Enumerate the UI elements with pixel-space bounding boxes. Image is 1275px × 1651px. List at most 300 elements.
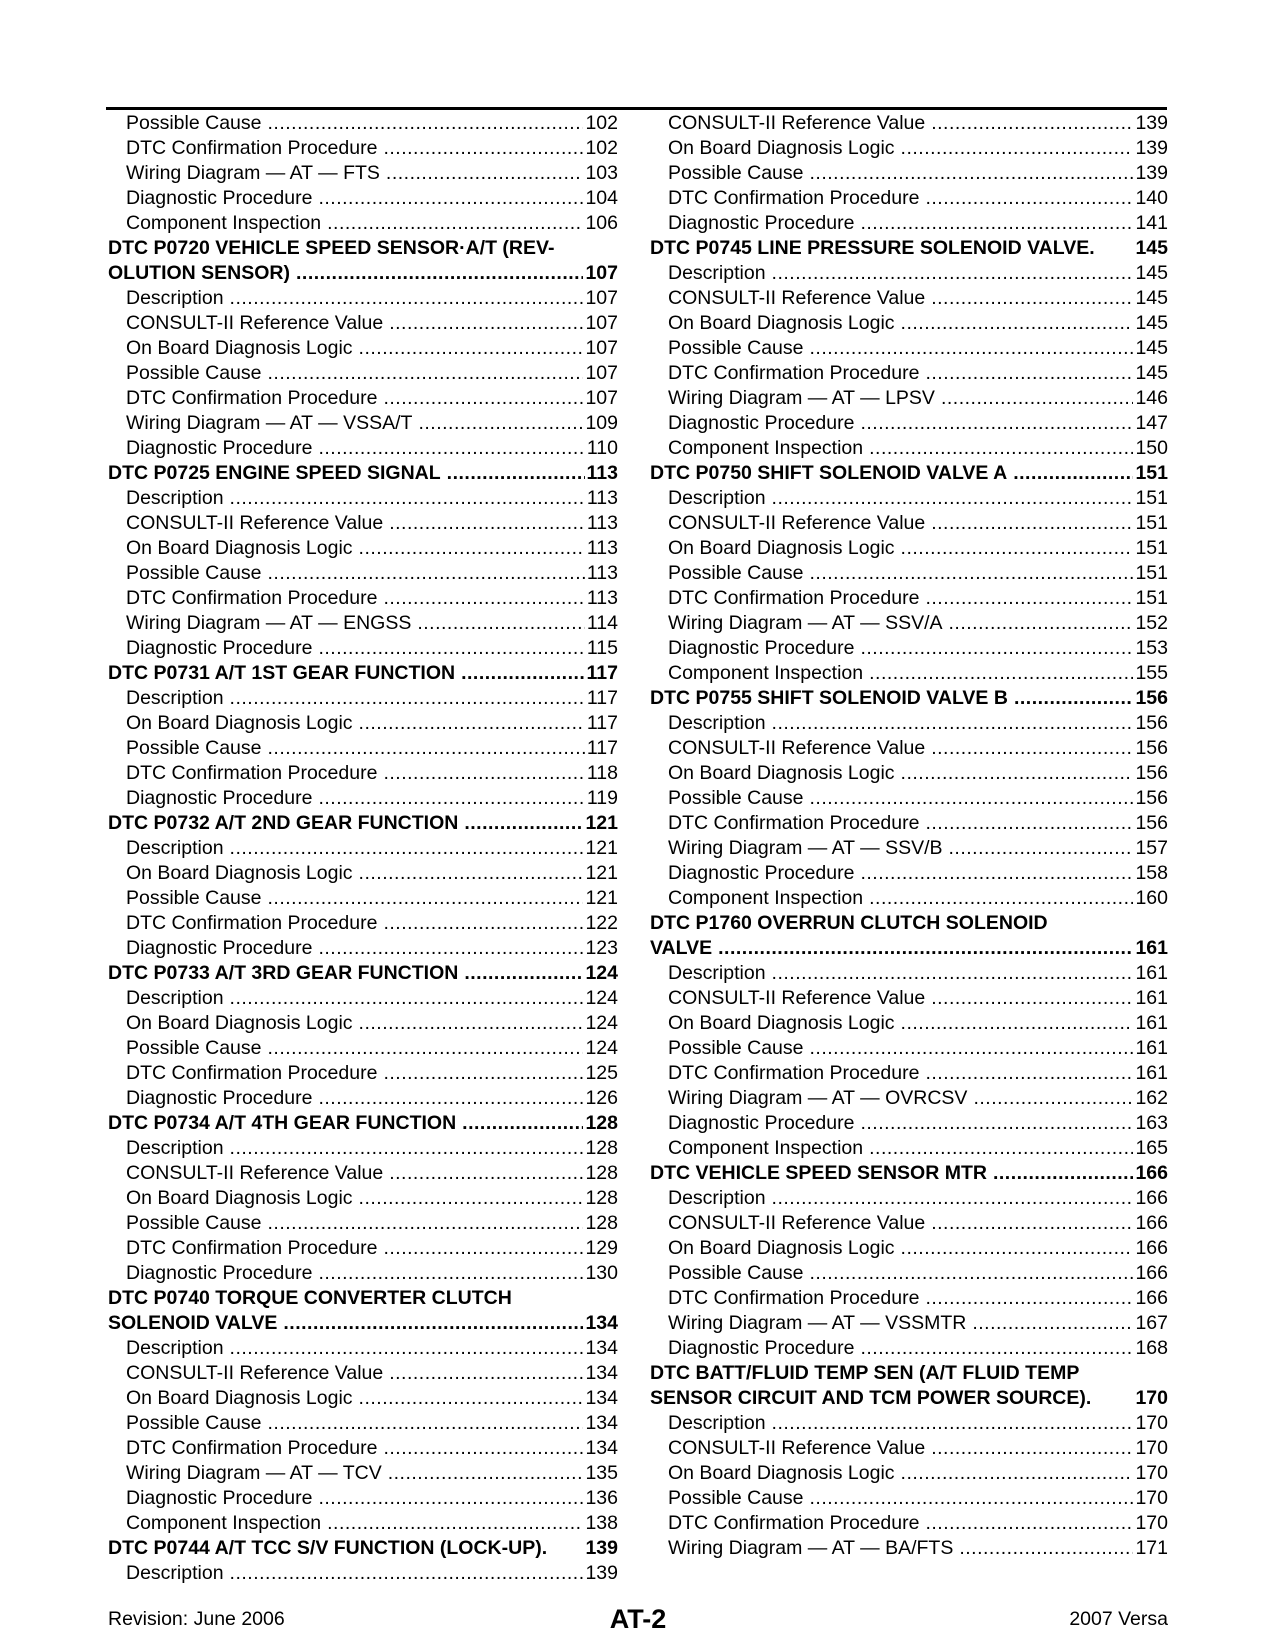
toc-entry-title: DTC Confirmation Procedure (668, 1512, 920, 1534)
toc-entry[interactable] (650, 1436, 1168, 1461)
toc-page-number: 114 (586, 612, 618, 634)
toc-entry[interactable] (650, 886, 1168, 911)
dot-leader (268, 1411, 584, 1436)
toc-section-heading[interactable] (108, 811, 618, 836)
toc-entry-title: On Board Diagnosis Logic (126, 1187, 353, 1209)
dot-leader (268, 111, 584, 136)
toc-page-number: 166 (1135, 1162, 1168, 1184)
page-id: AT-2 (609, 1604, 667, 1634)
toc-page-number: 121 (585, 837, 618, 859)
toc-page-number: 128 (585, 1137, 618, 1159)
toc-entry-title: DTC Confirmation Procedure (126, 1062, 378, 1084)
toc-entry-title: DTC Confirmation Procedure (668, 362, 920, 384)
toc-page-number: 162 (1135, 1087, 1168, 1109)
dot-leader (447, 461, 585, 486)
toc-entry-title: Description (126, 687, 224, 709)
toc-entry[interactable] (650, 336, 1168, 361)
toc-entry[interactable] (108, 1236, 618, 1261)
toc-page-number: 146 (1135, 387, 1168, 409)
dot-leader (810, 786, 1134, 811)
toc-entry[interactable] (108, 861, 618, 886)
toc-entry[interactable] (650, 286, 1168, 311)
toc-section-heading[interactable] (650, 1361, 1168, 1386)
toc-entry[interactable] (650, 1461, 1168, 1486)
dot-leader (461, 661, 584, 686)
toc-page-number: 145 (1135, 237, 1168, 259)
dot-leader (318, 436, 584, 461)
toc-entry-title: DTC Confirmation Procedure (126, 587, 378, 609)
dot-leader (417, 611, 585, 636)
toc-page-number: 166 (1135, 1262, 1168, 1284)
toc-entry[interactable] (108, 436, 618, 461)
toc-entry-title: Wiring Diagram — AT — LPSV (668, 387, 935, 409)
toc-entry[interactable] (650, 861, 1168, 886)
dot-leader (359, 536, 585, 561)
toc-page-number: 168 (1135, 1337, 1168, 1359)
toc-entry[interactable] (108, 611, 618, 636)
toc-page-number: 147 (1135, 412, 1168, 434)
dot-leader (772, 1411, 1134, 1436)
toc-entry[interactable] (108, 786, 618, 811)
dot-leader (869, 661, 1133, 686)
toc-entry-title: DTC P0731 A/T 1ST GEAR FUNCTION (108, 662, 456, 684)
dot-leader (925, 1061, 1133, 1086)
toc-entry[interactable] (108, 186, 618, 211)
toc-entry-title: On Board Diagnosis Logic (126, 337, 353, 359)
toc-section-heading[interactable] (650, 686, 1168, 711)
toc-entry-title: Description (126, 1337, 224, 1359)
toc-page-number: 113 (586, 537, 618, 559)
toc-entry[interactable] (650, 311, 1168, 336)
dot-leader (993, 1161, 1133, 1186)
toc-entry[interactable] (108, 936, 618, 961)
toc-entry[interactable] (650, 1336, 1168, 1361)
toc-entry[interactable] (650, 1211, 1168, 1236)
toc-entry-title: On Board Diagnosis Logic (126, 862, 353, 884)
toc-page-number: 121 (585, 887, 618, 909)
toc-page-number: 170 (1135, 1437, 1168, 1459)
dot-leader (931, 511, 1133, 536)
toc-entry[interactable] (650, 186, 1168, 211)
toc-entry[interactable] (650, 836, 1168, 861)
dot-leader (810, 161, 1134, 186)
toc-entry-title: Diagnostic Procedure (668, 212, 855, 234)
toc-entry[interactable] (108, 1036, 618, 1061)
toc-entry[interactable] (650, 161, 1168, 186)
toc-page-number: 156 (1135, 762, 1168, 784)
toc-entry-title: On Board Diagnosis Logic (668, 537, 895, 559)
toc-entry[interactable] (650, 661, 1168, 686)
toc-page-number: 152 (1135, 612, 1168, 634)
dot-leader (860, 411, 1133, 436)
toc-entry[interactable] (108, 736, 618, 761)
toc-entry[interactable] (650, 1036, 1168, 1061)
toc-page-number: 121 (585, 812, 618, 834)
toc-entry-title: Possible Cause (126, 1037, 262, 1059)
toc-entry[interactable] (108, 411, 618, 436)
toc-entry[interactable] (108, 561, 618, 586)
toc-entry[interactable] (650, 1311, 1168, 1336)
toc-entry-title: Diagnostic Procedure (668, 637, 855, 659)
dot-leader (949, 611, 1134, 636)
dot-leader (860, 1111, 1133, 1136)
toc-entry-title: DTC P0734 A/T 4TH GEAR FUNCTION (108, 1112, 457, 1134)
toc-entry-title: DTC P1760 OVERRUN CLUTCH SOLENOID (650, 912, 1048, 934)
toc-page-number: 107 (585, 362, 618, 384)
toc-page-number: 109 (585, 412, 618, 434)
toc-entry-title: Diagnostic Procedure (126, 437, 313, 459)
dot-leader (389, 311, 583, 336)
toc-entry[interactable] (108, 1461, 618, 1486)
dot-leader (230, 686, 585, 711)
dot-leader (230, 986, 584, 1011)
toc-section-heading[interactable] (108, 961, 618, 986)
toc-entry[interactable] (108, 986, 618, 1011)
toc-entry[interactable] (108, 286, 618, 311)
toc-page-number: 151 (1135, 487, 1168, 509)
toc-entry-title: Component Inspection (126, 1512, 322, 1534)
toc-page-number: 155 (1135, 662, 1168, 684)
toc-page-number: 124 (585, 962, 618, 984)
toc-entry[interactable] (650, 1086, 1168, 1111)
toc-section-heading[interactable] (650, 236, 1168, 261)
toc-page-number: 156 (1135, 812, 1168, 834)
toc-entry-title: Component Inspection (126, 212, 322, 234)
toc-entry[interactable] (108, 761, 618, 786)
toc-page-number: 122 (585, 912, 618, 934)
dot-leader (230, 1561, 584, 1586)
dot-leader (772, 961, 1134, 986)
toc-page-number: 134 (585, 1362, 618, 1384)
toc-page-number: 118 (586, 762, 618, 784)
toc-entry[interactable] (108, 1011, 618, 1036)
dot-leader (949, 836, 1134, 861)
toc-page-number: 124 (585, 1037, 618, 1059)
toc-page-number: 156 (1135, 687, 1168, 709)
dot-leader (359, 711, 585, 736)
toc-page-number: 145 (1135, 287, 1168, 309)
dot-leader (383, 136, 583, 161)
toc-entry[interactable] (108, 1136, 618, 1161)
toc-entry-title: DTC P0725 ENGINE SPEED SIGNAL (108, 462, 441, 484)
toc-page-number: 106 (585, 212, 618, 234)
toc-entry[interactable] (650, 261, 1168, 286)
toc-entry[interactable] (650, 486, 1168, 511)
dot-leader (972, 1311, 1133, 1336)
toc-page-number: 102 (585, 137, 618, 159)
toc-entry[interactable] (108, 1211, 618, 1236)
toc-page-number: 125 (585, 1062, 618, 1084)
toc-entry-title: Description (126, 987, 224, 1009)
toc-entry[interactable] (108, 1336, 618, 1361)
dot-leader (941, 386, 1134, 411)
toc-entry-title: Possible Cause (126, 1412, 262, 1434)
toc-entry[interactable] (108, 1186, 618, 1211)
dot-leader (860, 1336, 1133, 1361)
toc-entry[interactable] (650, 561, 1168, 586)
dot-leader (318, 636, 584, 661)
toc-entry-title: Description (668, 262, 766, 284)
toc-page-number: 166 (1135, 1287, 1168, 1309)
toc-entry-title: DTC P0733 A/T 3RD GEAR FUNCTION (108, 962, 459, 984)
toc-page-number: 136 (585, 1487, 618, 1509)
toc-section-heading[interactable] (650, 461, 1168, 486)
toc-entry[interactable] (108, 1261, 618, 1286)
toc-page-number: 140 (1135, 187, 1168, 209)
toc-entry[interactable] (108, 911, 618, 936)
toc-entry[interactable] (108, 136, 618, 161)
dot-leader (318, 786, 584, 811)
dot-leader (230, 286, 584, 311)
toc-entry-title: CONSULT-II Reference Value (668, 1437, 926, 1459)
toc-entry[interactable] (650, 1111, 1168, 1136)
dot-leader (925, 1511, 1133, 1536)
dot-leader (318, 1086, 583, 1111)
toc-page-number: 170 (1135, 1387, 1168, 1409)
toc-entry[interactable] (650, 1061, 1168, 1086)
toc-entry-title: DTC P0740 TORQUE CONVERTER CLUTCH (108, 1287, 512, 1309)
toc-entry[interactable] (108, 636, 618, 661)
toc-entry-title: Diagnostic Procedure (126, 1262, 313, 1284)
toc-section-heading[interactable] (650, 911, 1168, 936)
toc-section-heading[interactable] (108, 461, 618, 486)
toc-entry[interactable] (108, 336, 618, 361)
toc-entry[interactable] (650, 736, 1168, 761)
dot-leader (268, 361, 584, 386)
toc-entry-title: On Board Diagnosis Logic (126, 712, 353, 734)
toc-entry[interactable] (108, 311, 618, 336)
toc-section-heading[interactable] (650, 1161, 1168, 1186)
toc-page-number: 113 (586, 462, 618, 484)
toc-entry[interactable] (650, 511, 1168, 536)
toc-entry[interactable] (108, 886, 618, 911)
toc-page-number: 139 (585, 1562, 618, 1584)
toc-page-number: 117 (586, 712, 618, 734)
toc-entry-title: On Board Diagnosis Logic (668, 762, 895, 784)
toc-page-number: 145 (1135, 362, 1168, 384)
toc-page-number: 139 (1135, 112, 1168, 134)
toc-entry[interactable] (108, 111, 618, 136)
toc-section-heading[interactable] (108, 1111, 618, 1136)
dot-leader (418, 411, 583, 436)
toc-page-number: 145 (1135, 312, 1168, 334)
dot-leader (1014, 686, 1134, 711)
toc-entry-title: SOLENOID VALVE (108, 1312, 278, 1334)
toc-entry[interactable] (650, 1011, 1168, 1036)
dot-leader (327, 211, 583, 236)
toc-section-heading[interactable] (108, 661, 618, 686)
toc-entry-title: On Board Diagnosis Logic (668, 1462, 895, 1484)
toc-page-number: 134 (585, 1312, 618, 1334)
toc-entry[interactable] (108, 161, 618, 186)
toc-entry-title: DTC P0720 VEHICLE SPEED SENSOR·A/T (REV- (108, 237, 555, 259)
dot-leader (389, 511, 585, 536)
toc-page-number: 123 (585, 937, 618, 959)
toc-entry[interactable] (650, 811, 1168, 836)
toc-section-heading[interactable] (108, 1311, 618, 1336)
toc-entry[interactable] (650, 786, 1168, 811)
dot-leader (388, 1461, 584, 1486)
toc-section-heading[interactable] (108, 1536, 618, 1561)
toc-entry-title: Possible Cause (126, 362, 262, 384)
model-label: 2007 Versa (1069, 1608, 1168, 1630)
toc-entry[interactable] (108, 711, 618, 736)
toc-entry-title: Description (126, 487, 224, 509)
toc-entry[interactable] (108, 486, 618, 511)
toc-page-number: 170 (1135, 1462, 1168, 1484)
dot-leader (383, 911, 583, 936)
dot-leader (931, 111, 1133, 136)
toc-page-number: 156 (1135, 737, 1168, 759)
toc-entry[interactable] (108, 1411, 618, 1436)
dot-leader (931, 1436, 1133, 1461)
toc-page-number: 134 (585, 1412, 618, 1434)
toc-entry-title: Component Inspection (668, 662, 864, 684)
toc-entry[interactable] (650, 711, 1168, 736)
toc-entry[interactable] (650, 111, 1168, 136)
dot-leader (925, 361, 1133, 386)
dot-leader (383, 1236, 583, 1261)
toc-entry[interactable] (650, 536, 1168, 561)
toc-entry[interactable] (108, 536, 618, 561)
toc-page-number: 134 (585, 1337, 618, 1359)
toc-page-number: 166 (1135, 1212, 1168, 1234)
toc-entry-title: Possible Cause (668, 1262, 804, 1284)
toc-entry[interactable] (650, 1261, 1168, 1286)
dot-leader (318, 1486, 583, 1511)
toc-entry[interactable] (650, 361, 1168, 386)
dot-leader (359, 1186, 584, 1211)
toc-entry-title: Possible Cause (668, 162, 804, 184)
toc-page-number: 113 (586, 487, 618, 509)
toc-entry[interactable] (650, 1536, 1168, 1561)
toc-page-number: 150 (1135, 437, 1168, 459)
dot-leader (901, 1236, 1134, 1261)
dot-leader (718, 936, 1133, 961)
toc-section-heading[interactable] (108, 261, 618, 286)
toc-entry[interactable] (650, 1511, 1168, 1536)
toc-entry-title: On Board Diagnosis Logic (126, 537, 353, 559)
dot-leader (359, 336, 584, 361)
toc-entry-title: Diagnostic Procedure (126, 187, 313, 209)
dot-leader (386, 161, 584, 186)
toc-page-number: 151 (1135, 512, 1168, 534)
toc-entry-title: Component Inspection (668, 437, 864, 459)
toc-entry-title: Wiring Diagram — AT — VSSMTR (668, 1312, 967, 1334)
toc-entry[interactable] (650, 961, 1168, 986)
toc-entry-title: Possible Cause (126, 562, 262, 584)
dot-leader (230, 486, 585, 511)
toc-page-number: 124 (585, 1012, 618, 1034)
toc-entry-title: Diagnostic Procedure (668, 412, 855, 434)
toc-entry[interactable] (650, 586, 1168, 611)
toc-entry[interactable] (650, 211, 1168, 236)
toc-page-number: 158 (1135, 862, 1168, 884)
toc-entry-title: Possible Cause (668, 1487, 804, 1509)
toc-entry[interactable] (650, 1286, 1168, 1311)
dot-leader (464, 961, 583, 986)
toc-entry[interactable] (108, 211, 618, 236)
toc-page-number: 124 (585, 987, 618, 1009)
dot-leader (464, 811, 583, 836)
toc-entry[interactable] (650, 636, 1168, 661)
toc-entry[interactable] (650, 761, 1168, 786)
toc-entry-title: CONSULT-II Reference Value (668, 987, 926, 1009)
toc-page-number: 161 (1135, 937, 1168, 959)
toc-entry-title: DTC Confirmation Procedure (668, 812, 920, 834)
toc-entry[interactable] (108, 1486, 618, 1511)
toc-entry-title: Diagnostic Procedure (126, 937, 313, 959)
toc-entry-title: DTC Confirmation Procedure (126, 762, 378, 784)
toc-entry-title: Diagnostic Procedure (668, 1112, 855, 1134)
toc-entry[interactable] (650, 1186, 1168, 1211)
toc-page-number: 107 (585, 287, 618, 309)
toc-entry[interactable] (650, 436, 1168, 461)
dot-leader (901, 311, 1134, 336)
toc-entry[interactable] (108, 1511, 618, 1536)
toc-entry-title: Wiring Diagram — AT — VSSA/T (126, 412, 413, 434)
dot-leader (230, 1336, 584, 1361)
toc-entry[interactable] (108, 1386, 618, 1411)
toc-entry-title: DTC P0755 SHIFT SOLENOID VALVE B (650, 687, 1008, 709)
toc-entry-title: OLUTION SENSOR) (108, 262, 291, 284)
toc-entry[interactable] (650, 1486, 1168, 1511)
toc-page-number: 107 (585, 312, 618, 334)
toc-entry[interactable] (650, 986, 1168, 1011)
toc-entry[interactable] (108, 361, 618, 386)
dot-leader (296, 261, 583, 286)
toc-section-heading[interactable] (650, 1386, 1168, 1411)
toc-entry[interactable] (108, 1061, 618, 1086)
toc-entry[interactable] (650, 611, 1168, 636)
toc-entry[interactable] (108, 1161, 618, 1186)
toc-page-number: 110 (586, 437, 618, 459)
toc-entry[interactable] (650, 411, 1168, 436)
toc-entry[interactable] (108, 1361, 618, 1386)
toc-entry[interactable] (108, 836, 618, 861)
toc-entry[interactable] (650, 1236, 1168, 1261)
toc-entry-title: Component Inspection (668, 887, 864, 909)
toc-entry[interactable] (108, 1561, 618, 1586)
toc-entry[interactable] (108, 686, 618, 711)
dot-leader (268, 1211, 584, 1236)
toc-entry[interactable] (108, 386, 618, 411)
toc-page-number: 171 (1135, 1537, 1168, 1559)
toc-section-heading[interactable] (108, 1286, 618, 1311)
toc-entry-title: Diagnostic Procedure (126, 637, 313, 659)
toc-entry[interactable] (108, 586, 618, 611)
toc-page-number: 138 (585, 1512, 618, 1534)
toc-section-heading[interactable] (108, 236, 618, 261)
toc-page-number: 135 (585, 1462, 618, 1484)
toc-entry[interactable] (650, 136, 1168, 161)
toc-entry-title: CONSULT-II Reference Value (668, 1212, 926, 1234)
toc-entry[interactable] (650, 1411, 1168, 1436)
toc-page-number: 151 (1135, 462, 1168, 484)
dot-leader (383, 586, 584, 611)
toc-entry[interactable] (650, 1136, 1168, 1161)
toc-entry-title: DTC VEHICLE SPEED SENSOR MTR (650, 1162, 987, 1184)
toc-entry-title: CONSULT-II Reference Value (668, 287, 926, 309)
toc-section-heading[interactable] (650, 936, 1168, 961)
toc-entry[interactable] (650, 386, 1168, 411)
toc-entry-title: Possible Cause (126, 112, 262, 134)
toc-entry[interactable] (108, 511, 618, 536)
dot-leader (901, 536, 1134, 561)
toc-page-number: 107 (585, 387, 618, 409)
toc-entry[interactable] (108, 1086, 618, 1111)
toc-entry[interactable] (108, 1436, 618, 1461)
